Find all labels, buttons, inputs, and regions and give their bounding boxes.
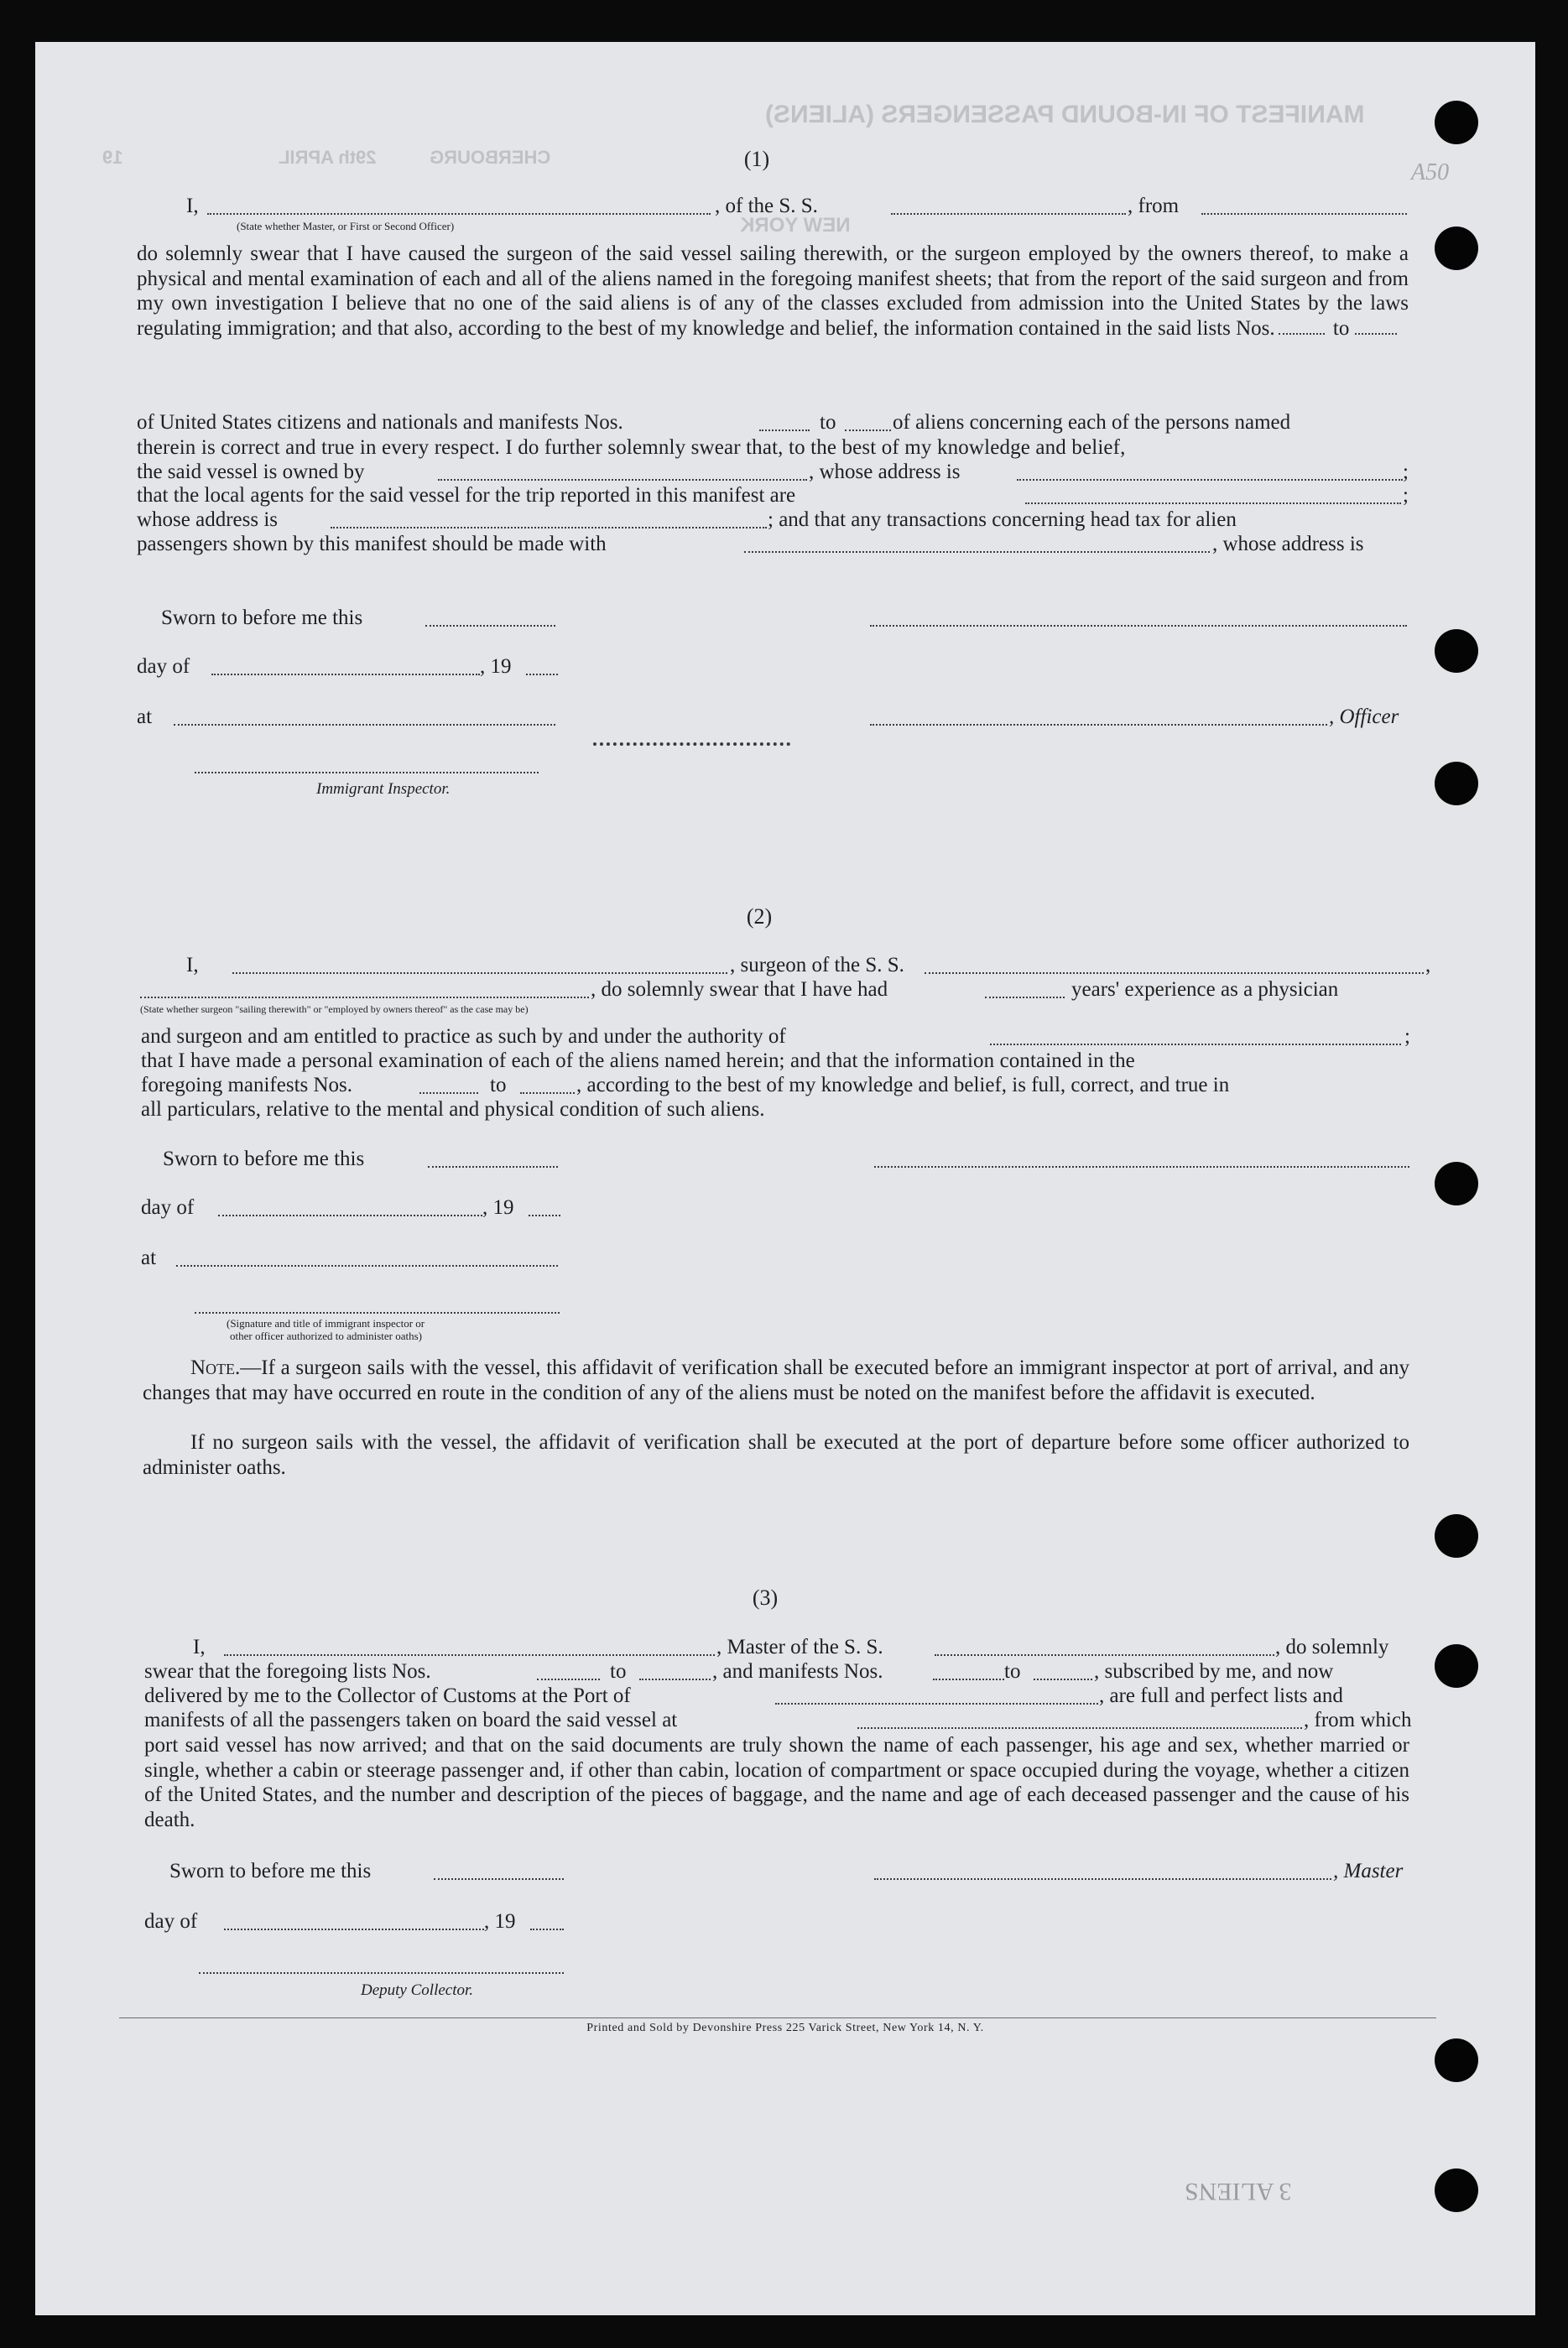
s3-collector-signature[interactable]	[199, 1972, 564, 1974]
s3-lists-to-field[interactable]	[639, 1679, 711, 1680]
s2-inspector-signature[interactable]	[195, 1312, 560, 1314]
s1-semicolon-1: ;	[1403, 461, 1409, 483]
binder-hole	[1435, 101, 1478, 144]
s1-aliens-concerning: of aliens concerning each of the persons named	[893, 411, 1291, 434]
s3-manifests-from-field[interactable]	[933, 1679, 1004, 1680]
s3-master-of: , Master of the S. S.	[716, 1636, 883, 1658]
s3-sworn-day-field[interactable]	[434, 1878, 564, 1880]
s2-semicolon: ;	[1404, 1025, 1410, 1048]
s1-line-i: I,	[186, 195, 199, 217]
s2-sig-hint-1: (Signature and title of immigrant inspector or	[227, 1317, 425, 1330]
binder-hole	[1435, 629, 1478, 673]
s1-at-field[interactable]	[174, 724, 555, 726]
s1-us-citizens: of United States citizens and nationals and manifests Nos.	[137, 411, 623, 434]
s2-particulars: all particulars, relative to the mental and physical condition of such aliens.	[141, 1098, 765, 1121]
pencil-mark: A50	[1411, 159, 1450, 185]
s2-day-of: day of	[141, 1196, 195, 1219]
reversed-stamp: 3 ALIENS	[1185, 2178, 1292, 2205]
binder-hole	[1435, 226, 1478, 270]
s2-sworn: Sworn to before me this	[163, 1148, 365, 1170]
s1-to2: to	[820, 411, 836, 434]
s2-comma: ,	[1425, 954, 1431, 976]
s2-manifests-to-field[interactable]	[520, 1092, 575, 1094]
s1-owned-by: the said vessel is owned by	[137, 461, 365, 483]
s3-nineteen: , 19	[484, 1910, 516, 1933]
s3-from-which: , from which	[1304, 1709, 1412, 1731]
s3-line-i: I,	[193, 1636, 206, 1658]
s1-passengers: passengers shown by this manifest should be made with	[137, 533, 607, 555]
s1-owner-field[interactable]	[438, 479, 807, 481]
section-2-number: (2)	[746, 904, 773, 929]
s2-vessel-field[interactable]	[925, 972, 1424, 974]
s3-subscribed: , subscribed by me, and now	[1094, 1660, 1334, 1683]
s1-whose-address-is: whose address is	[137, 508, 279, 531]
s3-manifests-to-field[interactable]	[1034, 1679, 1092, 1680]
s1-owner-address-field[interactable]	[1017, 479, 1403, 481]
s3-vessel-field[interactable]	[935, 1654, 1274, 1656]
binder-hole	[1435, 2038, 1478, 2082]
s1-to: to	[1327, 316, 1355, 340]
s1-sworn-day-field[interactable]	[425, 625, 555, 627]
s2-years: years' experience as a physician	[1071, 978, 1339, 1001]
s2-manifests-from-field[interactable]	[419, 1092, 478, 1094]
s2-hint: (State whether surgeon "sailing therewith" or "employed by owners thereof" as the case may be)	[140, 1003, 529, 1015]
s1-from: , from	[1128, 195, 1180, 217]
s2-personal: that I have made a personal examination of each of the aliens named herein; and that the information contained in the	[141, 1049, 1135, 1072]
s1-agents-field[interactable]	[1025, 502, 1401, 504]
s3-full-lists: , are full and perfect lists and	[1099, 1684, 1343, 1707]
s2-according: , according to the best of my knowledge and belief, is full, correct, and true in	[576, 1074, 1230, 1096]
printer-footer: Printed and Sold by Devonshire Press 225 Varick Street, New York 14, N. Y.	[586, 2022, 984, 2034]
s3-taken-at-field[interactable]	[857, 1727, 1302, 1729]
binder-hole	[1435, 762, 1478, 805]
s1-of-ss: , of the S. S.	[715, 195, 818, 217]
s2-surgeon-type-field[interactable]	[140, 997, 589, 998]
bleed-year: 19	[102, 147, 123, 168]
s1-inspector-signature[interactable]	[195, 772, 539, 773]
binder-hole	[1435, 1644, 1478, 1688]
footer-rule	[119, 2017, 1436, 2018]
section-3-number: (3)	[752, 1585, 779, 1610]
s3-to: to	[610, 1660, 627, 1683]
s2-line-i: I,	[186, 954, 199, 976]
s1-agents: that the local agents for the said vessel for the trip reported in this manifest are	[137, 484, 796, 507]
s2-sworn-day-field[interactable]	[428, 1166, 558, 1168]
s3-day-of: day of	[144, 1910, 198, 1933]
s1-whose-address: , whose address is	[809, 461, 961, 483]
s1-manifests-from-field[interactable]	[759, 430, 810, 431]
s2-month-field[interactable]	[218, 1215, 482, 1216]
s1-officer-hint: (State whether Master, or First or Second Officer)	[237, 220, 455, 232]
s3-body-paragraph: port said vessel has now arrived; and that on the said documents are truly shown the name of each passenger, his age and sex, whether married or single, whether a cabin or steerage passenger and, if other than cabin, location of compartment or space occupied during the voyage, whether a citizen of the United States, and the number and description of the pieces of baggage, and the name and age of each deceased passenger and the cause of his death.	[144, 1734, 1409, 1831]
s1-whose-address-end: , whose address is	[1212, 533, 1364, 555]
s1-from-field[interactable]	[1201, 213, 1407, 215]
s1-manifests-to-field[interactable]	[845, 430, 891, 431]
s1-inspector-label: Immigrant Inspector.	[316, 780, 451, 798]
bleed-city: NEW YORK	[740, 214, 851, 237]
s2-surgeon-name-field[interactable]	[232, 972, 727, 974]
bleed-heading: MANIFEST OF IN-BOUND PASSENGERS (ALIENS)	[765, 101, 1365, 128]
s3-port-field[interactable]	[775, 1703, 1098, 1705]
s2-authority: and surgeon and am entitled to practice as such by and under the authority of	[141, 1025, 786, 1048]
s1-at: at	[137, 705, 153, 728]
bleed-port: CHERBOURG	[430, 147, 551, 168]
s1-vessel-field[interactable]	[891, 213, 1126, 215]
form-sheet	[35, 42, 1535, 2315]
s1-agents-address-field[interactable]	[331, 527, 767, 528]
s2-to: to	[490, 1074, 507, 1096]
s3-month-field[interactable]	[224, 1929, 484, 1930]
s1-officer-name-field[interactable]	[207, 213, 711, 215]
s2-at: at	[141, 1247, 157, 1269]
s2-note-text: —If a surgeon sails with the vessel, this affidavit of verification shall be executed before an immigrant inspector at port of arrival, and any changes that may have occurred en route in the condition of any of the aliens must be noted on the manifest before the affidavit is executed.	[143, 1356, 1409, 1404]
s3-year-field[interactable]	[530, 1929, 564, 1930]
s3-master-label: , Master	[1333, 1860, 1404, 1882]
s2-year-field[interactable]	[529, 1215, 560, 1216]
s3-collector-label: Deputy Collector.	[361, 1981, 474, 1999]
s3-lists-from-field[interactable]	[537, 1679, 600, 1680]
s2-note-label: Note.	[190, 1356, 241, 1379]
s2-surgeon-of: , surgeon of the S. S.	[730, 954, 904, 976]
s1-transactions-field[interactable]	[744, 551, 1210, 553]
bleed-date: 29th APRIL	[279, 147, 377, 168]
s1-month-field[interactable]	[211, 674, 480, 675]
s2-authority-field[interactable]	[990, 1044, 1401, 1045]
s1-head-tax: ; and that any transactions concerning head tax for alien	[768, 508, 1237, 531]
s1-officer-signature-top[interactable]	[870, 625, 1407, 627]
binder-hole	[1435, 2168, 1478, 2212]
s3-swear: swear that the foregoing lists Nos.	[144, 1660, 431, 1683]
s3-delivered: delivered by me to the Collector of Customs at the Port of	[144, 1684, 631, 1707]
s1-extra-dots	[593, 742, 790, 746]
s2-swear: , do solemnly swear that I have had	[591, 978, 888, 1001]
s3-and-manifests: , and manifests Nos.	[712, 1660, 883, 1683]
section-1-number: (1)	[743, 147, 770, 171]
s2-nineteen: , 19	[482, 1196, 514, 1219]
s1-year-field[interactable]	[526, 674, 558, 675]
s2-note-paragraph	[143, 1356, 1409, 1405]
binder-hole	[1435, 1162, 1478, 1205]
s1-lists-to-field[interactable]	[1355, 333, 1397, 335]
s2-surgeon-signature[interactable]	[874, 1166, 1409, 1168]
s3-to2: to	[1004, 1660, 1021, 1683]
binder-hole	[1435, 1514, 1478, 1558]
s3-do-solemnly: , do solemnly	[1275, 1636, 1389, 1658]
s1-lists-from-field[interactable]	[1279, 333, 1325, 335]
s2-at-field[interactable]	[176, 1265, 558, 1267]
s3-sworn: Sworn to before me this	[169, 1860, 372, 1882]
s1-officer-signature[interactable]	[870, 724, 1327, 726]
s1-therein: therein is correct and true in every respect. I do further solemnly swear that, to the best of my knowledge and belief,	[137, 436, 1126, 459]
s2-sig-hint-2: other officer authorized to administer oaths)	[230, 1330, 422, 1342]
s1-body-paragraph: do solemnly swear that I have caused the surgeon of the said vessel sailing therewith, or the surgeon employed by the owners thereof, to make a physical and mental examination of each and all of the aliens named in the foregoing manifest sheets; that from the report of the said surgeon and from my own investigation I believe that no one of the said aliens is of any of the classes excluded from admission into the United States by the laws regulating immigration; and that also, according to the best of my knowledge and belief, the information contained in the said lists Nos. to	[137, 242, 1409, 340]
s1-semicolon-2: ;	[1403, 484, 1409, 507]
s1-officer-label: , Officer	[1329, 705, 1399, 728]
s3-master-signature[interactable]	[874, 1878, 1331, 1880]
s3-master-name-field[interactable]	[224, 1654, 715, 1656]
s2-foregoing: foregoing manifests Nos.	[141, 1074, 353, 1096]
s1-nineteen: , 19	[480, 655, 512, 678]
s2-years-field[interactable]	[985, 997, 1065, 998]
s1-sworn: Sworn to before me this	[161, 607, 363, 629]
s2-note2-paragraph: If no surgeon sails with the vessel, the affidavit of verification shall be executed at the port of departure before some officer authorized to administer oaths.	[143, 1431, 1409, 1479]
s3-manifests-all: manifests of all the passengers taken on board the said vessel at	[144, 1709, 678, 1731]
s1-day-of: day of	[137, 655, 190, 678]
